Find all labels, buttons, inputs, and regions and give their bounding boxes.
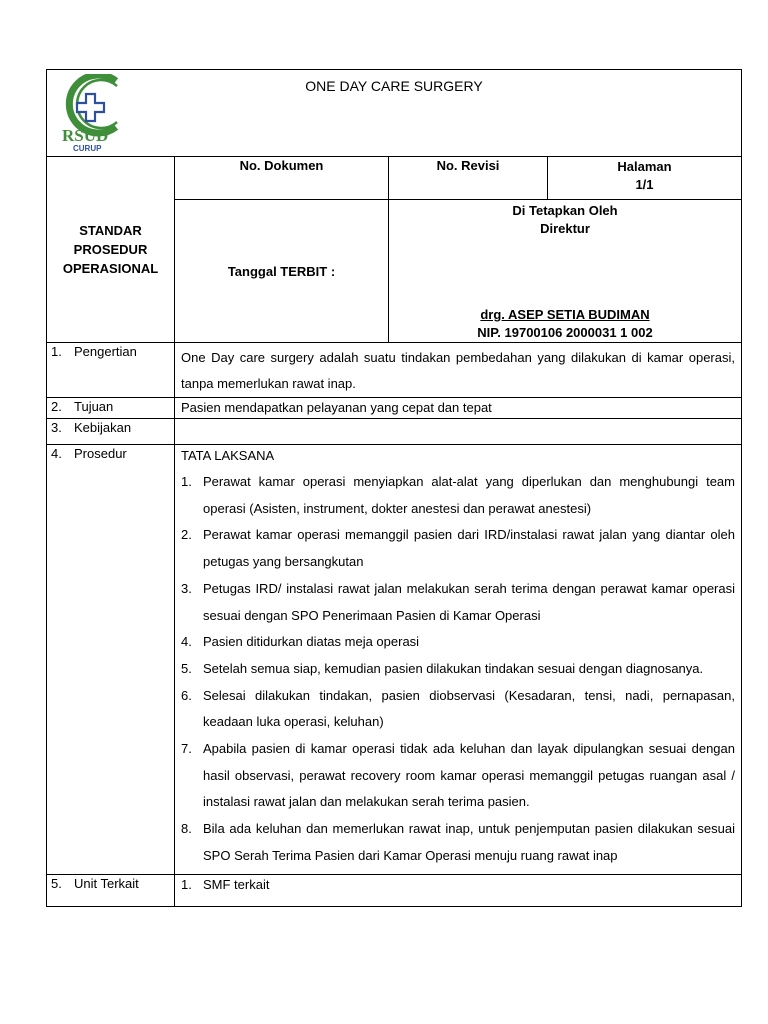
sop-table <box>46 69 742 907</box>
ditetapkan-cell <box>389 200 742 343</box>
section-label: Pengertian <box>74 344 137 359</box>
direktur-label: Direktur <box>540 221 590 236</box>
procedure-step: 5. Setelah semua siap, kemudian pasien dilakukan tindakan sesuai dengan diagnosanya. <box>181 660 704 676</box>
signer-nip: NIP. 19700106 2000031 1 002 <box>477 325 653 340</box>
no-dokumen-cell <box>175 157 389 200</box>
halaman-label: Halaman <box>617 159 672 174</box>
procedure-step: 7. Apabila pasien di kamar operasi tidak ada keluhan dan layak dipulangkan sesuai dengan hasil observasi, perawat recovery room kamar operasi memanggil petugas ruangan asal / instalasi rawat jalan dan melakukan serah terima pasien. <box>181 741 735 810</box>
section-label-pengertian <box>47 343 175 398</box>
signer-name: drg. ASEP SETIA BUDIMAN <box>480 307 650 322</box>
halaman-cell <box>548 157 742 200</box>
section-number: 5. <box>51 875 62 891</box>
unit-terkait-content <box>175 874 742 906</box>
pengertian-text: One Day care surgery adalah suatu tindakan pembedahan yang dilakukan di kamar operasi, tanpa memerlukan rawat inap. <box>175 343 742 398</box>
section-number: 3. <box>51 420 62 435</box>
section-label-kebijakan <box>47 419 175 445</box>
unit-number: 1. <box>181 876 192 892</box>
document-title: ONE DAY CARE SURGERY <box>305 78 483 94</box>
procedure-step-list <box>181 469 735 870</box>
procedure-step: 1. Perawat kamar operasi menyiapkan alat-alat yang diperlukan dan menghubungi team operasi (Asisten, instrument, dokter anestesi dan perawat anestesi) <box>181 474 735 516</box>
prosedur-heading: TATA LAKSANA <box>181 448 275 463</box>
sop-label-line: STANDAR <box>79 223 142 238</box>
tanggal-terbit-cell <box>175 200 389 343</box>
section-label: Prosedur <box>74 446 127 461</box>
sop-label-line: OPERASIONAL <box>62 261 159 276</box>
prosedur-content <box>175 445 742 875</box>
header-cell <box>47 70 742 157</box>
unit-text: SMF terkait <box>203 876 270 892</box>
no-revisi-label: No. Revisi <box>436 158 500 173</box>
ditetapkan-label: Di Tetapkan Oleh <box>512 203 618 218</box>
section-label: Kebijakan <box>74 420 132 435</box>
no-dokumen-label: No. Dokumen <box>239 158 324 173</box>
halaman-value: 1/1 <box>635 177 654 192</box>
section-label-tujuan <box>47 398 175 419</box>
tanggal-terbit-label: Tanggal TERBIT : <box>227 263 336 279</box>
section-label: Tujuan <box>74 399 114 414</box>
procedure-step: 4. Pasien ditidurkan diatas meja operasi <box>181 634 420 650</box>
procedure-step: 3. Petugas IRD/ instalasi rawat jalan melakukan serah terima dengan perawat kamar operasi sesuai dengan SPO Penerimaan Pasien di Kamar Operasi <box>181 580 735 623</box>
sop-label-line: PROSEDUR <box>73 242 148 257</box>
section-label-unit-terkait <box>47 874 175 906</box>
procedure-step: 6. Selesai dilakukan tindakan, pasien diobservasi (Kesadaran, tensi, nadi, pernapasan, keadaan luka operasi, keluhan) <box>181 687 735 730</box>
no-revisi-cell <box>389 157 548 200</box>
section-number: 2. <box>51 399 62 414</box>
logo-subtext: CURUP <box>73 144 102 152</box>
procedure-step: 8. Bila ada keluhan dan memerlukan rawat inap, untuk penjemputan pasien dilakukan sesuai SPO Serah Terima Pasien dari Kamar Operasi menuju ruang rawat inap <box>181 821 735 863</box>
section-number: 4. <box>51 446 62 461</box>
procedure-step: 2. Perawat kamar operasi memanggil pasien dari IRD/instalasi rawat jalan yang diantar oleh petugas yang bersangkutan <box>181 527 735 570</box>
section-number: 1. <box>51 344 62 359</box>
kebijakan-text <box>175 419 742 445</box>
sop-label <box>47 157 175 343</box>
logo-text: RSUD <box>62 126 109 145</box>
section-label: Unit Terkait <box>74 875 139 891</box>
tujuan-text: Pasien mendapatkan pelayanan yang cepat dan tepat <box>175 398 742 419</box>
section-label-prosedur <box>47 445 175 875</box>
